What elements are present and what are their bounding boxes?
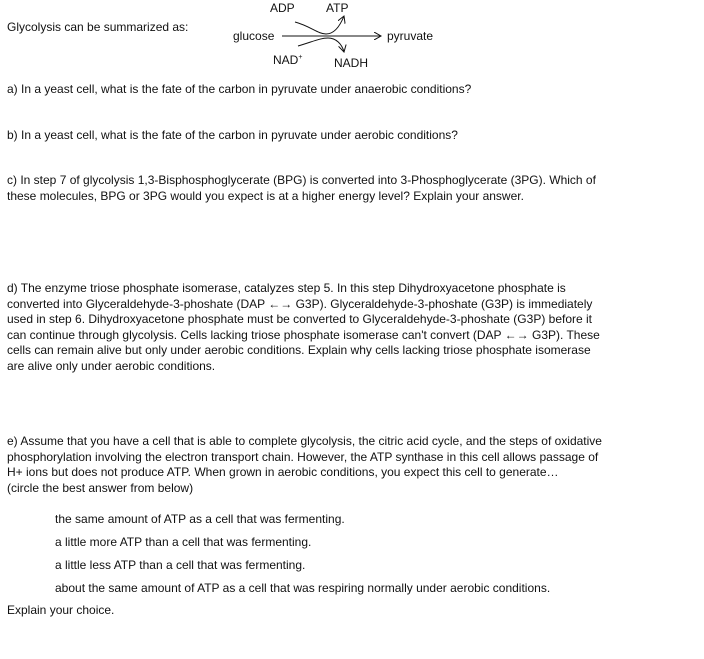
question-e-line: phosphorylation involving the electron transport chain. However, the ATP synthase in this cell allows passage of [7, 449, 599, 464]
adp-to-atp-arrow [295, 16, 344, 34]
question-d [7, 281, 697, 374]
question-a: a) In a yeast cell, what is the fate of the carbon in pyruvate under anaerobic conditions? [7, 82, 472, 96]
pyruvate-label: pyruvate [387, 29, 434, 43]
atp-label: ATP [326, 1, 349, 15]
question-e-line: e) Assume that you have a cell that is able to complete glycolysis, the citric acid cycle, and the steps of oxidative [7, 434, 602, 448]
question-d-line: d) The enzyme triose phosphate isomerase, catalyzes step 5. In this step Dihydroxyacetone phosphate is [7, 281, 566, 295]
question-e [7, 434, 697, 496]
adp-label: ADP [270, 1, 295, 15]
question-d-line: can continue through glycolysis. Cells lacking triose phosphate isomerase can't convert (DAP ←→ G3P). These [7, 327, 600, 342]
question-c [7, 173, 697, 204]
nad-label: NAD+ [273, 53, 303, 67]
answer-choice: a little more ATP than a cell that was fermenting. [55, 535, 312, 549]
answer-choice: a little less ATP than a cell that was fermenting. [55, 558, 306, 572]
question-d-line: converted into Glyceraldehyde-3-phoshate (DAP ←→ G3P). Glyceraldehyde-3-phoshate (G3P) is immediately [7, 296, 593, 311]
nad-to-nadh-arrow [298, 38, 344, 52]
nad-plus-superscript: + [298, 54, 303, 61]
intro-text: Glycolysis can be summarized as: [7, 20, 189, 34]
answer-choice: about the same amount of ATP as a cell that was respiring normally under aerobic conditions. [55, 581, 551, 595]
question-d-line: are alive only under aerobic conditions. [7, 358, 216, 373]
question-b: b) In a yeast cell, what is the fate of the carbon in pyruvate under aerobic conditions? [7, 128, 458, 142]
answer-choice: the same amount of ATP as a cell that was fermenting. [55, 512, 345, 526]
question-d-line: used in step 6. Dihydroxyacetone phosphate must be converted to Glyceraldehyde-3-phoshate (G3P) before it [7, 312, 593, 326]
question-c-line: these molecules, BPG or 3PG would you expect is at a higher energy level? Explain your answer. [7, 188, 524, 203]
glucose-label: glucose [233, 29, 275, 43]
question-d-line: cells can remain alive but only under aerobic conditions. Explain why cells lacking triose phosphate isomerase [7, 343, 591, 357]
question-c-line: c) In step 7 of glycolysis 1,3-Bisphosphoglycerate (BPG) is converted into 3-Phosphoglycerate (3PG). Which of [7, 173, 596, 187]
question-e-line: (circle the best answer from below) [7, 480, 194, 495]
question-e-line: H+ ions but does not produce ATP. When grown in aerobic conditions, you expect this cell to generate… [7, 465, 559, 479]
nadh-label: NADH [334, 56, 369, 70]
explain-prompt: Explain your choice. [7, 603, 115, 617]
